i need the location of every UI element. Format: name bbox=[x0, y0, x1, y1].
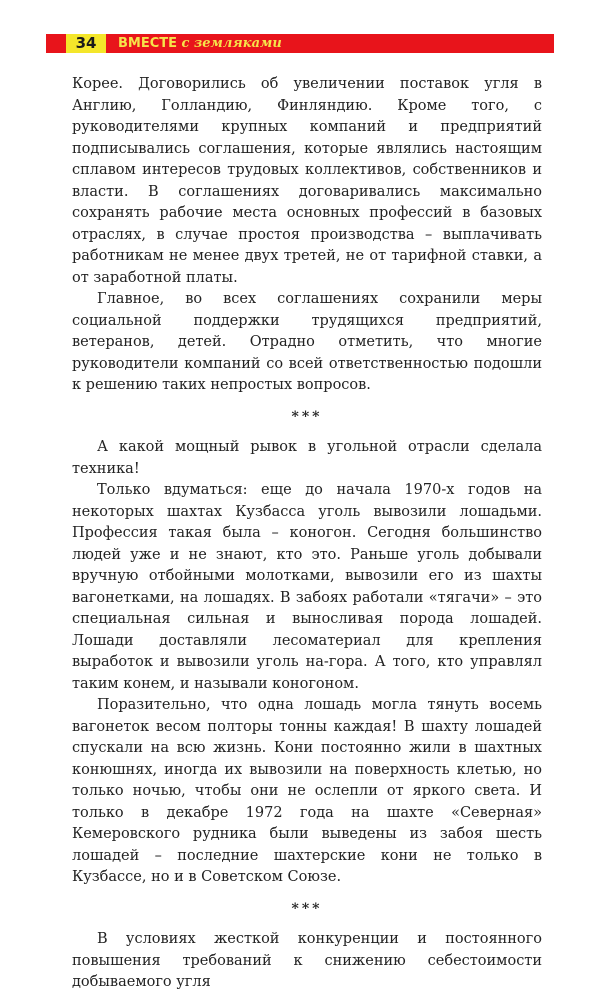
running-title-main: ВМЕСТЕ bbox=[118, 36, 178, 51]
paragraph: В условиях жесткой конкуренции и постоянного повышения требований к снижению себестоимости добываемого угля bbox=[72, 931, 542, 990]
section-separator: *** bbox=[291, 408, 323, 425]
page-body bbox=[72, 74, 542, 994]
running-title-script: с земляками bbox=[181, 36, 282, 51]
paragraph: А какой мощный рывок в угольной отрасли сделала техника! bbox=[72, 439, 542, 477]
paragraph: Только вдуматься: еще до начала 1970-х годов на некоторых шахтах Кузбасса уголь вывозили лошадьми. Профессия такая была – коногон. Сегодня большинство людей уже и не знают, кто это. Раньше уголь добывали вручную отбойными молотками, вывозили его из шахты вагонетками, на лошадях. В забоях работали «тягачи» – это специальная сильная и выносливая порода лошадей. Лошади доставляли лесоматериал для крепления выработок и вывозили уголь на-гора. А того, кто управлял таким конем, и называли коногоном. bbox=[72, 482, 542, 692]
running-title bbox=[118, 34, 282, 53]
paragraph: Главное, во всех соглашениях сохранили меры социальной поддержки трудящихся предприятий, ветеранов, детей. Отрадно отметить, что многие руководители компаний со всей ответственностью подошли к решению таких непростых вопросов. bbox=[72, 291, 542, 393]
paragraph: Корее. Договорились об увеличении поставок угля в Англию, Голландию, Финляндию. Кроме того, с руководителями крупных компаний и предприятий подписывались соглашения, которые являлись настоящим сплавом интересов трудовых коллективов, собственников и власти. В соглашениях договаривались максимально сохранять рабочие места основных профессий в базовых отраслях, в случае простоя производства – выплачивать работникам не менее двух третей, не от тарифной ставки, а от заработной платы. bbox=[72, 76, 542, 286]
paragraph: Поразительно, что одна лошадь могла тянуть восемь вагонеток весом полторы тонны каждая! В шахту лошадей спускали на всю жизнь. Кони постоянно жили в шахтных конюшнях, иногда их вывозили на поверхность клетью, но только ночью, чтобы они не ослепли от яркого света. И только в декабре 1972 года на шахте «Северная» Кемеровского рудника были выведены из забоя шесть лошадей – последние шахтерские кони не только в Кузбассе, но и в Советском Союзе. bbox=[72, 697, 542, 885]
section-separator: *** bbox=[291, 900, 323, 917]
page-number: 34 bbox=[66, 34, 106, 53]
